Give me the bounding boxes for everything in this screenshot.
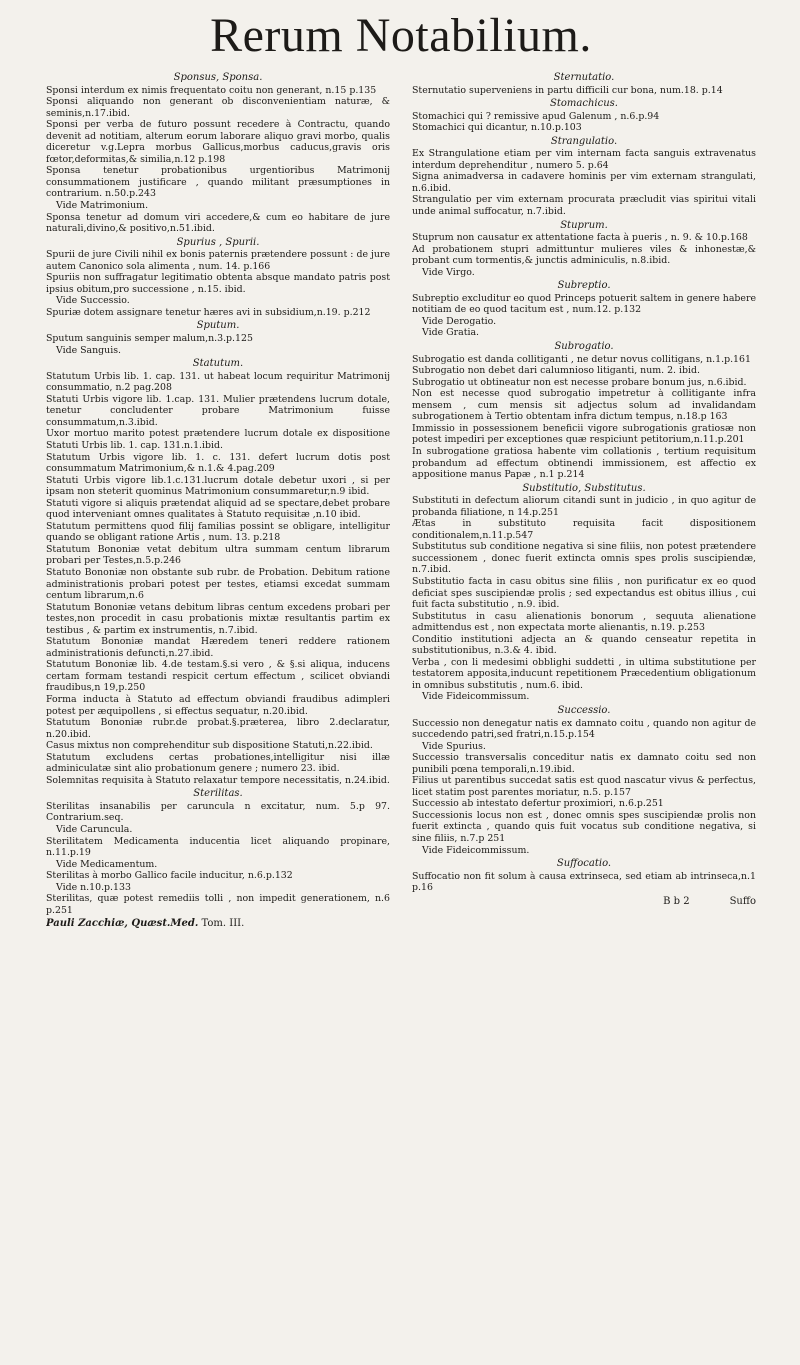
index-entry: Ad probationem stupri admittuntur mulieres viles & inhonestæ,& probant cum tormentis,& junctis adminiculis, n.8.ibid.: [412, 243, 756, 267]
index-entry: Vide Caruncula.: [56, 824, 133, 835]
index-heading: Sputum.: [196, 320, 240, 332]
left-column: [46, 70, 390, 930]
index-entry: Vide Sanguis.: [56, 344, 122, 356]
index-entry: Vide Virgo.: [422, 266, 475, 278]
index-entry: Successio non denegatur natis ex damnato coitu , quando non agitur de succedendo patri,sed fratri,n.15.p.154: [412, 717, 756, 741]
index-entry: Sterilitas, quæ potest remediis tolli , non impedit generationem, n.6 p.251: [46, 893, 390, 916]
index-entry: Stomachici qui ? remissive apud Galenum , n.6.p.94: [412, 110, 660, 122]
index-entry: Casus mixtus non comprehenditur sub dispositione Statuti,n.22.ibid.: [46, 740, 373, 752]
index-page: [0, 9, 800, 1365]
index-entry: Statuto Bononiæ non obstante sub rubr. de Probation. Debitum ratione administrationis probari potest per testes, etiamsi excedat summam centum librarum,n.6: [46, 566, 390, 602]
index-entry: Vide Spurius.: [422, 740, 486, 752]
index-heading: Sponsus, Sponsa.: [173, 72, 263, 83]
index-entry: Spuriæ dotem assignare tenetur hæres avi in subsidium,n.19. p.212: [46, 306, 371, 318]
footer-tome: Tom. III.: [201, 918, 245, 930]
index-heading: Stuprum.: [560, 219, 608, 231]
footer-author: Pauli Zacchiæ, Quæst.Med.: [46, 918, 199, 930]
index-entry: Statutum Bononiæ rubr.de probat.§.præterea, libro 2.declaratur, n.20.ibid.: [46, 717, 390, 740]
index-heading: Sterilitas.: [193, 788, 243, 800]
catchword: Suffo: [729, 895, 756, 907]
index-heading: Subrogatio.: [554, 341, 614, 353]
index-entry: Subrogatio non debet dari calumnioso litiganti, num. 2. ibid.: [412, 365, 700, 377]
index-entry: Vide Medicamentum.: [56, 858, 158, 870]
index-entry: Vide Fideicommissum.: [422, 844, 530, 856]
index-entry: Statutum Urbis vigore lib. 1. c. 131. defert lucrum dotis post consummatum Matrimonium,& n.1.& 4.pag.209: [46, 451, 390, 475]
index-entry: Sterilitas à morbo Gallico facile inducitur, n.6.p.132: [46, 870, 293, 882]
index-heading: Successio.: [557, 704, 611, 716]
index-entry: Solemnitas requisita à Statuto relaxatur tempore necessitatis, n.24.ibid.: [46, 774, 390, 786]
index-entry: Vide Fideicommissum.: [422, 691, 530, 703]
index-heading: Subreptio.: [557, 280, 611, 292]
index-entry: Sponsi aliquando non generant ob disconvenientiam naturæ, & seminis,n.17.ibid.: [46, 96, 390, 119]
index-entry: Sternutatio superveniens in partu difficili cur bona, num.18. p.14: [412, 84, 723, 96]
index-entry: Ætas in substituto requisita facit dispositionem conditionalem,n.11.p.547: [412, 518, 756, 541]
index-entry: Filius ut parentibus succedat satis est quod nascatur vivus & perfectus, licet statim post parentes moriatur, n.5. p.157: [412, 775, 756, 798]
index-entry: Stuprum non causatur ex attentatione facta à pueris , n. 9. & 10.p.168: [412, 232, 748, 244]
index-heading: Substitutio, Substitutus.: [522, 482, 646, 494]
index-entry: Sponsi interdum ex nimis frequentato coitu non generant, n.15 p.135: [46, 84, 377, 96]
index-entry: Statutum Bononiæ mandat Hæredem teneri reddere rationem administrationis defuncti,n.27.ibid.: [46, 636, 390, 659]
index-heading: Sternutatio.: [553, 72, 615, 83]
signature-mark: B b 2: [663, 895, 690, 907]
index-entry: Sponsi per verba de futuro possunt recedere à Contractu, quando devenit ad notitiam, alterum eorum laborare aliquo gravi morbo, qualis diceretur v.g.Lepra morbus Gallicus,morbus caducus,gravis oris fœtor,deformitas,& similia,n.12 p.198: [46, 119, 390, 165]
index-entry: Forma inducta à Statuto ad effectum obviandi fraudibus adimpleri potest per æquipollens , si effectus sequatur, n.20.ibid.: [46, 693, 390, 717]
index-entry: Sterilitatem Medicamenta inducentia licet aliquando propinare, n.11.p.19: [46, 835, 390, 859]
footer-right: [412, 896, 756, 908]
footer-left: [46, 918, 390, 930]
index-entry: Statutum Bononiæ lib. 4.de testam.§.si vero , & §.si aliqua, inducens certam formam testandi respicit certum effectum , scilicet obviandi fraudibus,n 19,p.250: [46, 659, 390, 694]
index-entry: Uxor mortuo marito potest prætendere lucrum dotale ex dispositione Statuti Urbis lib. 1. cap. 131.n.1.ibid.: [46, 428, 390, 451]
index-entry: Subreptio excluditur eo quod Princeps potuerit saltem in genere habere notitiam de eo quod tacitum est , num.12. p.132: [412, 292, 756, 316]
index-entry: Successio transversalis conceditur natis ex damnato coitu sed non punibili pœna temporali,n.19.ibid.: [412, 752, 756, 775]
index-entry: Non est necesse quod subrogatio impetretur à collitigante infra mensem , cum mensis sit adjectus solum ad invalidandam subrogationem à Tertio obtentam infra dictum tempus, n.18.p 163: [412, 388, 756, 423]
index-entry: Substitutus sub conditione negativa si sine filiis, non potest prætendere successionem , donec fuerit extincta omnis spes prolis suscipiendæ, n.7.ibid.: [412, 541, 756, 576]
index-entry: Successio ab intestato defertur proximiori, n.6.p.251: [412, 798, 664, 810]
index-entry: Substitutus in casu alienationis bonorum , sequuta alienatione admittendus est , non expectata morte alienantis, n.19. p.253: [412, 610, 756, 634]
index-entry: Subrogatio est danda collitiganti , ne detur novus collitigans, n.1.p.161: [412, 353, 751, 365]
index-heading: Suffocatio.: [556, 858, 612, 870]
index-entry: Spuriis non suffragatur legitimatio obtenta absque mandato patris post ipsius obitum,pro successione , n.15. ibid.: [46, 272, 390, 295]
index-entry: Signa animadversa in cadavere hominis per vim externam strangulati, n.6.ibid.: [412, 171, 756, 194]
index-heading: Strangulatio.: [550, 135, 618, 147]
right-column: [412, 70, 756, 930]
index-entry: Statutum permittens quod filij familias possint se obligare, intelligitur quando se obligant ratione Artis , num. 13. p.218: [46, 520, 390, 544]
index-entry: Spurii de jure Civili nihil ex bonis paternis prætendere possunt : de jure autem Canonico sola alimenta , num. 14. p.166: [46, 249, 390, 272]
index-entry: Vide Gratia.: [422, 327, 480, 339]
index-entry: Statutum Bononiæ vetans debitum libras centum excedens probari per testes,non procedit in casu probationis mixtæ resultantis partim ex testibus , & partim ex instrumentis, n.7.ibid.: [46, 601, 390, 636]
index-entry: Successionis locus non est , donec omnis spes suscipiendæ prolis non fuerit extincta , quando quis fuit vocatus sub conditione negativa, si sine filiis, n.7.p 251: [412, 809, 756, 844]
index-entry: Vide Successio.: [56, 295, 130, 307]
index-heading: Stomachicus.: [550, 98, 618, 110]
index-heading: Spurius , Spurii.: [176, 236, 260, 248]
index-entry: Statutum Urbis lib. 1. cap. 131. ut habeat locum requiritur Matrimonij consummatio, n.2 pag.208: [46, 370, 390, 394]
index-entry: Substituti in defectum aliorum citandi sunt in judicio , in quo agitur de probanda filiatione, n 14.p.251: [412, 495, 756, 518]
index-entry: Statuti Urbis vigore lib. 1.cap. 131. Mulier prætendens lucrum dotale, tenetur concludenter probare Matrimonium fuisse consummatum,n.3.ibid.: [46, 393, 390, 428]
index-entry: In subrogatione gratiosa habente vim collationis , tertium requisitum probandum ad effectum obtinendi immissionem, est affectio ex appositione manus Papæ , n.1 p.214: [412, 445, 756, 481]
index-entry: Subrogatio ut obtineatur non est necesse probare bonum jus, n.6.ibid.: [412, 376, 747, 388]
index-entry: Substitutio facta in casu obitus sine filiis , non purificatur ex eo quod deficiat spes suscipiendæ prolis ; sed expectandus est obitus illius , cui fuit facta substitutio , n.9. ibid.: [412, 575, 756, 611]
index-entry: Vide Matrimonium.: [56, 200, 149, 212]
index-entry: Suffocatio non fit solum à causa extrinseca, sed etiam ab intrinseca,n.1 p.16: [412, 870, 756, 894]
index-entry: Statutum Bononiæ vetat debitum ultra summam centum librarum probari per Testes,n.5.p.246: [46, 543, 390, 567]
index-entry: Sponsa tenetur ad domum viri accedere,& cum eo habitare de jure naturali,divino,& positivo,n.51.ibid.: [46, 211, 390, 235]
index-entry: Vide n.10.p.133: [56, 881, 131, 893]
index-columns: [46, 70, 756, 930]
index-entry: Conditio institutioni adjecta an & quando censeatur repetita in substitutionibus, n.3.& 4. ibid.: [412, 633, 756, 657]
index-entry: Sponsa tenetur probationibus urgentioribus Matrimonij consummationem justificare , quando militant præsumptiones in contrarium. n.50.p.243: [46, 165, 390, 200]
index-entry: Sterilitas insanabilis per caruncula n excitatur, num. 5.p 97. Contrarium.seq.: [46, 800, 390, 824]
index-entry: Strangulatio per vim externam procurata præcludit vias spiritui vitali unde animal suffocatur, n.7.ibid.: [412, 194, 756, 218]
index-entry: Vide Derogatio.: [422, 315, 497, 327]
index-entry: Statuti vigore si aliquis prætendat aliquid ad se spectare,debet probare quod interveniant omnes qualitates à Statuto requisitæ ,n.10 ibid.: [46, 497, 390, 521]
index-entry: Ex Strangulatione etiam per vim internam facta sanguis extravenatus interdum deprehenditur , numero 5. p.64: [412, 148, 756, 171]
index-entry: Stomachici qui dicantur, n.10.p.103: [412, 122, 582, 134]
index-entry: Verba , con li medesimi obblighi suddetti , in ultima substitutione per testatorem apposita,inducunt repetitionem Præcedentium obligationum in omnibus substitutis , num.6. ibid.: [412, 656, 756, 691]
page-title: Rerum Notabilium.: [210, 9, 592, 62]
index-entry: Statuti Urbis vigore lib.1.c.131.lucrum dotale debetur uxori , si per ipsam non steterit quominus Matrimonium consummaretur,n.9 ibid.: [46, 474, 390, 498]
index-heading: Statutum.: [192, 358, 244, 370]
index-entry: Immissio in possessionem beneficii vigore subrogationis gratiosæ non potest impediri per exceptiones quæ respiciunt petitorium,n.11.p.201: [412, 422, 756, 446]
index-entry: Statutum excludens certas probationes,intelligitur nisi illæ adminiculatæ sint alio probationum genere ; numero 23. ibid.: [46, 751, 390, 775]
index-entry: Sputum sanguinis semper malum,n.3.p.125: [46, 333, 253, 345]
